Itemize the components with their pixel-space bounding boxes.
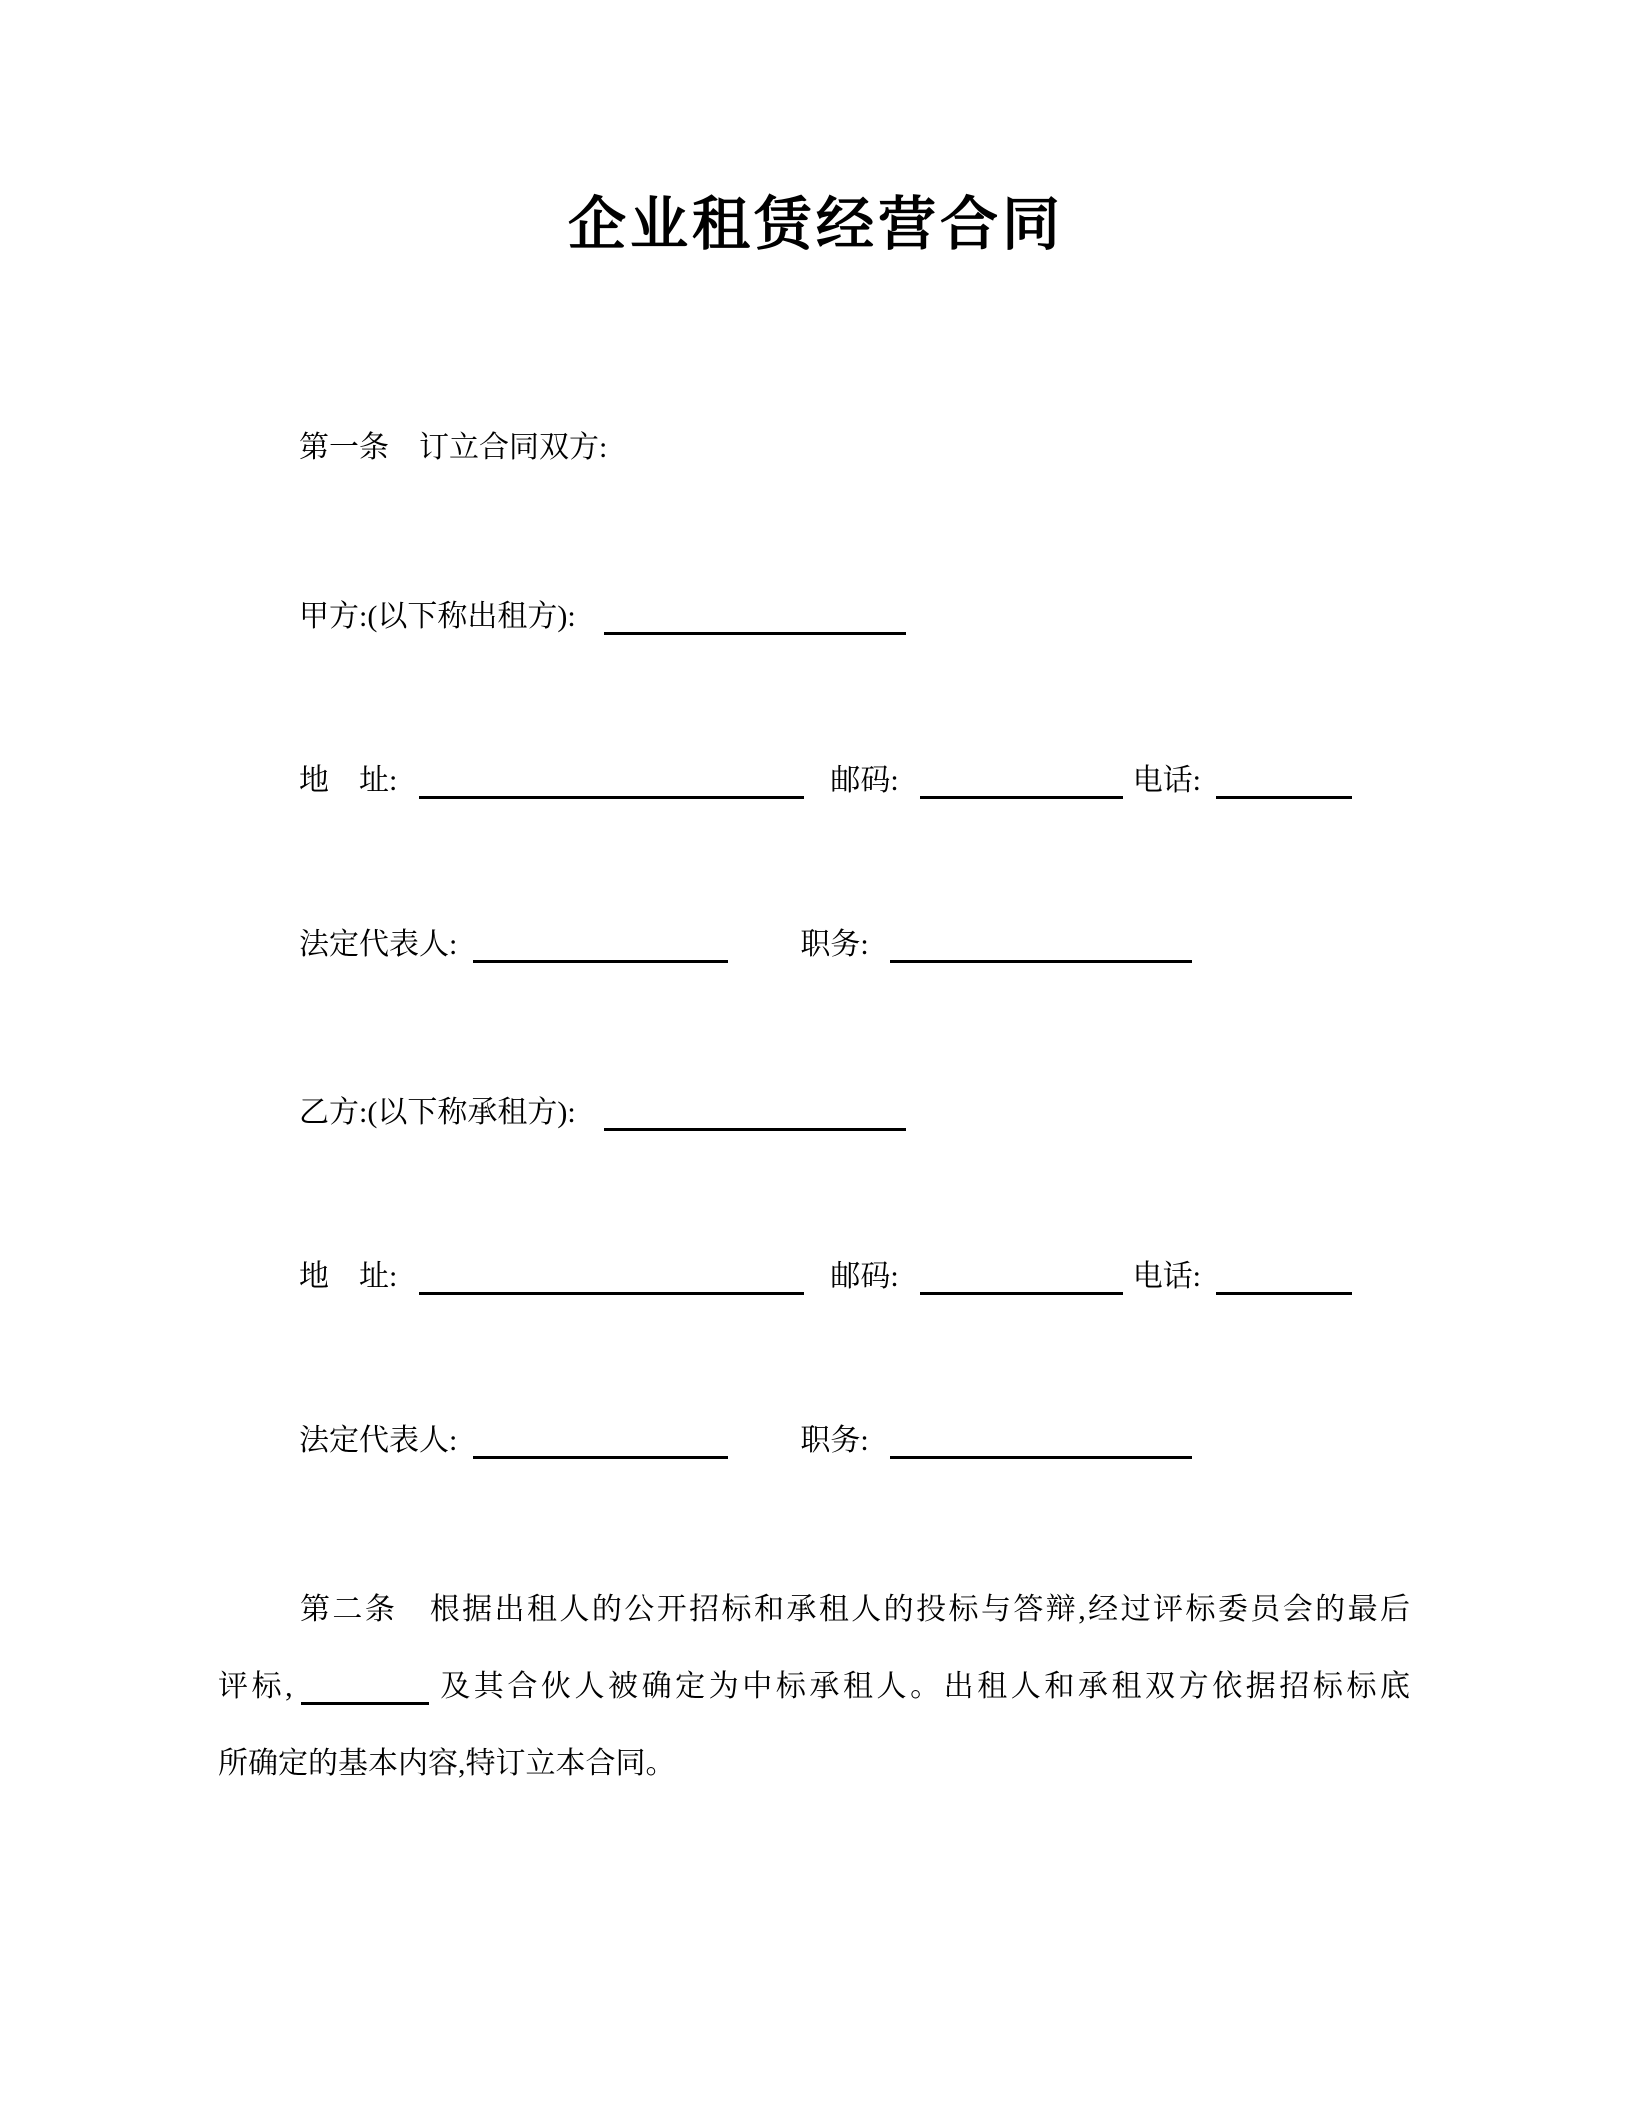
party-b-name-blank	[604, 1094, 906, 1131]
legal-rep-label-a: 法定代表人:	[299, 928, 458, 961]
postcode-blank-a	[920, 762, 1123, 799]
party-a-row	[218, 598, 1410, 635]
party-b-label: 乙方:(以下称承租方):	[299, 1096, 576, 1129]
job-title-label-b: 职务:	[800, 1424, 869, 1457]
party-b-rep-row	[218, 1422, 1410, 1459]
phone-blank-a	[1216, 762, 1352, 799]
clause-1-heading: 第一条 订立合同双方:	[299, 431, 608, 464]
address-blank-a	[419, 762, 804, 799]
document-title: 企业租赁经营合同	[567, 192, 1064, 257]
legal-rep-blank-b	[473, 1422, 728, 1459]
phone-blank-b	[1216, 1258, 1352, 1295]
job-title-blank-a	[890, 926, 1192, 963]
party-a-contact-row	[218, 762, 1410, 799]
postcode-blank-b	[920, 1258, 1123, 1295]
clause-2-line-2-before: 评标,	[218, 1670, 293, 1703]
postcode-label-b: 邮码:	[830, 1260, 899, 1293]
clause-2-line-1: 第二条 根据出租人的公开招标和承租人的投标与答辩,经过评标委员会的最后	[300, 1593, 1410, 1626]
clause-2-line-2-after: 及其合伙人被确定为中标承租人。出租人和承租双方依据招标标底	[436, 1670, 1411, 1703]
party-a-name-blank	[604, 598, 906, 635]
legal-rep-blank-a	[473, 926, 728, 963]
party-b-row	[218, 1094, 1410, 1131]
address-label-a: 地 址:	[299, 764, 398, 797]
job-title-blank-b	[890, 1422, 1192, 1459]
winner-name-blank	[301, 1668, 429, 1705]
address-label-b: 地 址:	[299, 1260, 398, 1293]
clause-1-heading-row	[218, 430, 1410, 466]
party-a-label: 甲方:(以下称出租方):	[299, 600, 576, 633]
legal-rep-label-b: 法定代表人:	[299, 1424, 458, 1457]
job-title-label-a: 职务:	[800, 928, 869, 961]
party-b-contact-row	[218, 1258, 1410, 1295]
clause-2-line-3: 所确定的基本内容,特订立本合同。	[218, 1747, 676, 1780]
party-a-rep-row	[218, 926, 1410, 963]
phone-label-b: 电话:	[1132, 1260, 1202, 1293]
address-blank-b	[419, 1258, 804, 1295]
postcode-label-a: 邮码:	[830, 764, 899, 797]
clause-2-line-2	[218, 1668, 1410, 1705]
phone-label-a: 电话:	[1132, 764, 1202, 797]
